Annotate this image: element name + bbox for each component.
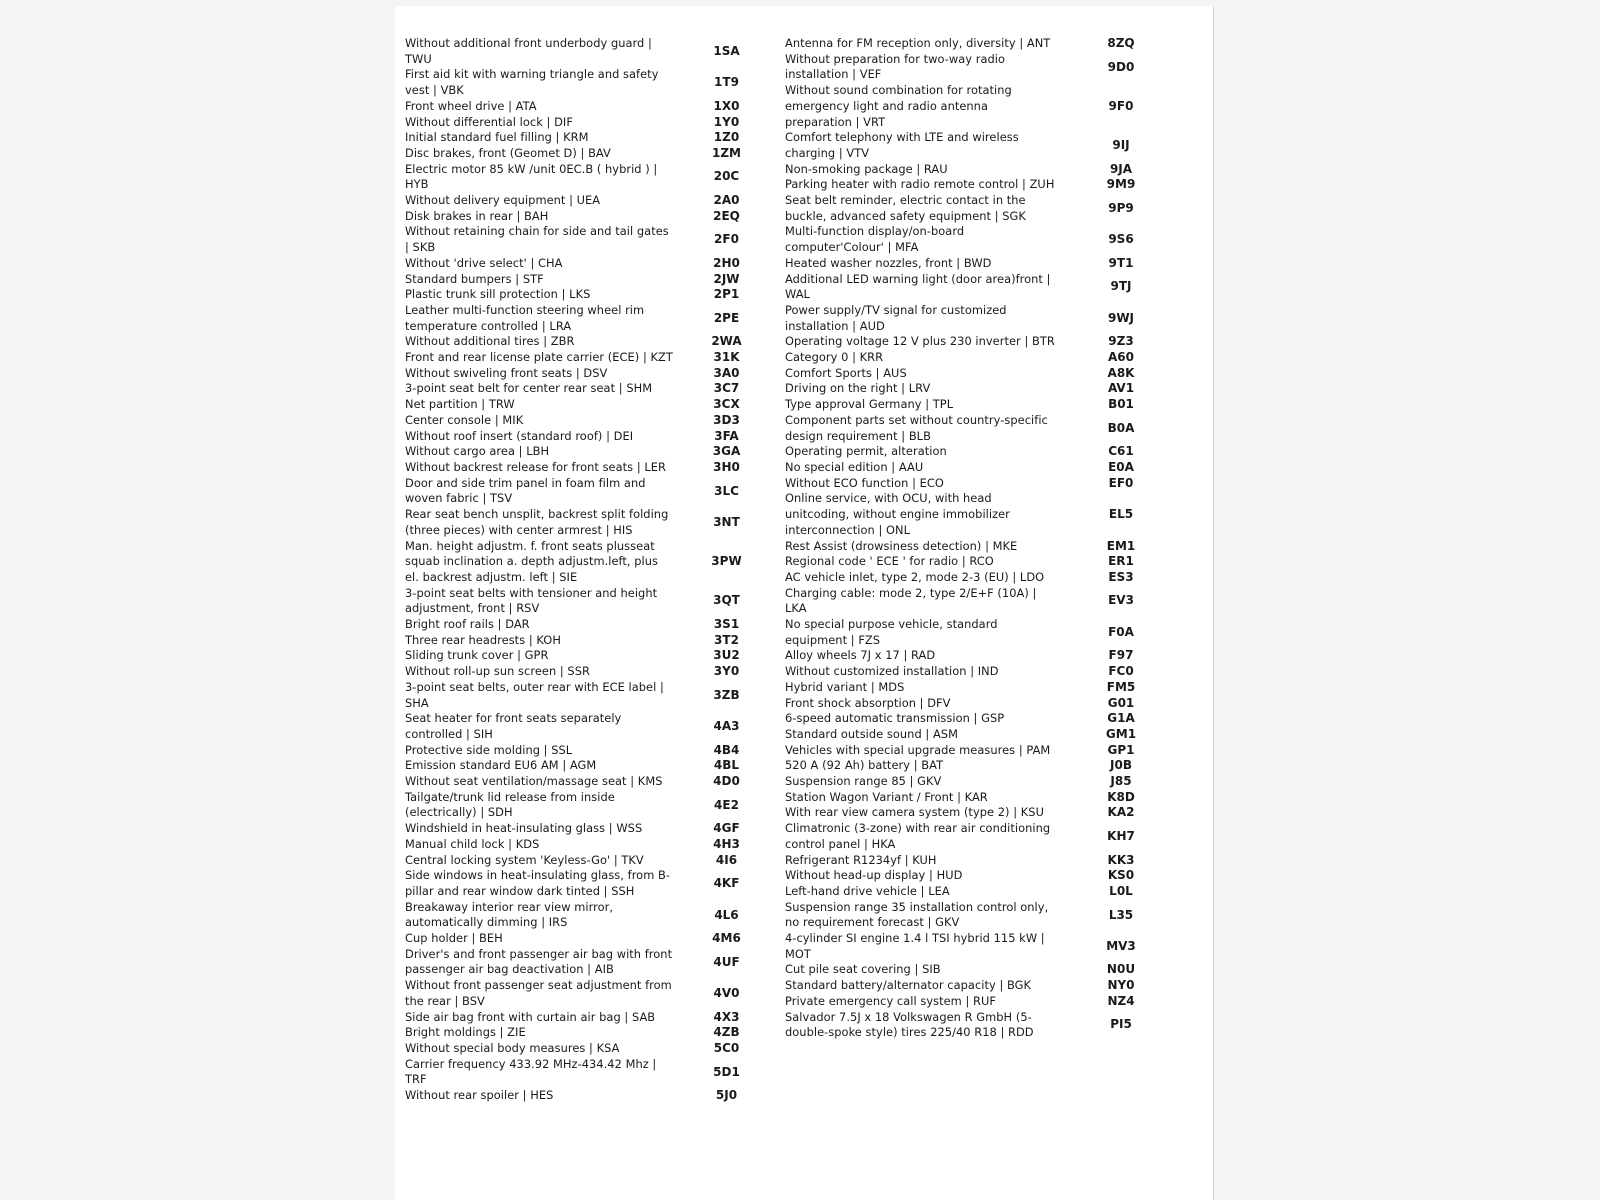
option-description: Without sound combination for rotating emergency light and radio antenna preparation | VRT	[785, 83, 1012, 129]
option-row	[405, 1057, 778, 1088]
option-description: Without 'drive select' | CHA	[405, 255, 563, 270]
option-code: EV3	[1108, 593, 1134, 608]
option-description: Heated washer nozzles, front | BWD	[785, 255, 992, 270]
option-code: 3NT	[713, 514, 740, 529]
option-description: 6-speed automatic transmission | GSP	[785, 711, 1005, 726]
option-description: Central locking system 'Keyless-Go' | TKV	[405, 852, 644, 867]
option-code: 4H3	[713, 836, 740, 851]
option-description: Left-hand drive vehicle | LEA	[785, 883, 950, 898]
option-code: 2F0	[714, 232, 739, 247]
option-description: AC vehicle inlet, type 2, mode 2-3 (EU) | LDO	[785, 569, 1045, 584]
option-code: 8ZQ	[1107, 36, 1135, 50]
option-code: 3LC	[714, 483, 739, 498]
option-description: Rest Assist (drowsiness detection) | MKE	[785, 538, 1018, 553]
option-description: Without backrest release for front seats | LER	[405, 459, 666, 474]
option-description: Without roll-up sun screen | SSR	[405, 664, 590, 679]
option-row	[405, 130, 778, 146]
option-row	[405, 1010, 778, 1026]
option-row	[405, 1025, 778, 1041]
option-row	[785, 900, 1185, 931]
option-row	[785, 334, 1185, 350]
option-row	[405, 837, 778, 853]
option-description: Non-smoking package | RAU	[785, 161, 948, 176]
option-code: 2EQ	[713, 208, 740, 223]
option-description: Type approval Germany | TPL	[785, 397, 954, 412]
option-row	[785, 931, 1185, 962]
option-description: Comfort Sports | AUS	[785, 365, 907, 380]
option-description: Without roof insert (standard roof) | DEI	[405, 428, 634, 443]
option-row	[405, 539, 778, 586]
option-row	[785, 303, 1185, 334]
option-row	[785, 696, 1185, 712]
option-code: 3H0	[713, 459, 740, 474]
option-row	[785, 711, 1185, 727]
option-row	[405, 711, 778, 742]
option-code: J85	[1110, 774, 1132, 789]
option-code: NZ4	[1107, 993, 1135, 1008]
option-row	[785, 52, 1185, 83]
option-code: KS0	[1107, 868, 1135, 883]
option-row	[405, 381, 778, 397]
option-row	[405, 272, 778, 288]
option-row	[405, 648, 778, 664]
option-description: Standard battery/alternator capacity | BGK	[785, 978, 1032, 993]
option-row	[405, 224, 778, 255]
option-description: Door and side trim panel in foam film and woven fabric | TSV	[405, 475, 646, 506]
option-row	[785, 853, 1185, 869]
option-description: Climatronic (3-zone) with rear air conditioning control panel | HKA	[785, 821, 1051, 851]
option-description: 4-cylinder SI engine 1.4 l TSI hybrid 115 kW | MOT	[785, 931, 1045, 961]
option-row	[405, 1041, 778, 1057]
option-row	[405, 99, 778, 115]
option-row	[405, 743, 778, 759]
option-row	[785, 554, 1185, 570]
option-code: 9JA	[1109, 161, 1133, 176]
option-description: Without differential lock | DIF	[405, 114, 573, 129]
option-code: KH7	[1107, 829, 1135, 843]
option-code: 2H0	[713, 255, 740, 270]
option-code: FM5	[1106, 679, 1136, 694]
right-option-column	[785, 36, 1185, 1041]
option-row	[785, 586, 1185, 617]
option-description: Alloy wheels 7J x 17 | RAD	[785, 648, 936, 663]
option-row	[785, 743, 1185, 759]
option-row	[785, 539, 1185, 555]
option-row	[405, 193, 778, 209]
option-description: Without additional tires | ZBR	[405, 334, 575, 349]
option-row	[405, 947, 778, 978]
option-description: Initial standard fuel filling | KRM	[405, 130, 589, 145]
option-description: Operating voltage 12 V plus 230 inverter | BTR	[785, 334, 1055, 349]
option-row	[405, 460, 778, 476]
option-description: Windshield in heat-insulating glass | WSS	[405, 821, 643, 836]
option-row	[405, 115, 778, 131]
option-description: 520 A (92 Ah) battery | BAT	[785, 758, 944, 773]
option-description: Comfort telephony with LTE and wireless charging | VTV	[785, 130, 1019, 160]
option-description: Driving on the right | LRV	[785, 381, 931, 396]
option-row	[405, 162, 778, 193]
option-description: Disk brakes in rear | BAH	[405, 208, 549, 223]
option-description: Seat heater for front seats separately controlled | SIH	[405, 711, 622, 741]
option-row	[405, 931, 778, 947]
option-code: N0U	[1106, 962, 1136, 977]
option-code: 2A0	[713, 193, 740, 208]
option-description: Category 0 | KRR	[785, 350, 884, 365]
option-row	[405, 366, 778, 382]
option-code: A60	[1108, 350, 1134, 365]
option-row	[785, 36, 1185, 52]
option-description: Bright roof rails | DAR	[405, 617, 530, 632]
option-code: 5J0	[715, 1088, 738, 1103]
option-row	[785, 1010, 1185, 1041]
option-description: Cup holder | BEH	[405, 931, 503, 946]
option-row	[785, 460, 1185, 476]
option-row	[785, 366, 1185, 382]
option-description: Private emergency call system | RUF	[785, 993, 997, 1008]
option-code: G1A	[1107, 711, 1135, 726]
option-code: 9P9	[1108, 200, 1134, 215]
option-description: Without retaining chain for side and tail gates | SKB	[405, 224, 669, 255]
option-row	[785, 570, 1185, 586]
option-description: Charging cable: mode 2, type 2/E+F (10A) | LKA	[785, 585, 1037, 616]
option-code: 3CX	[713, 397, 740, 412]
option-description: No special purpose vehicle, standard equipment | FZS	[785, 617, 998, 647]
option-code: 9S6	[1108, 232, 1134, 247]
option-row	[785, 177, 1185, 193]
option-description: Net partition | TRW	[405, 397, 515, 412]
option-row	[785, 790, 1185, 806]
option-code: 9TJ	[1110, 279, 1132, 294]
option-code: 1Z0	[713, 130, 740, 145]
option-description: Side air bag front with curtain air bag | SAB	[405, 1009, 656, 1024]
option-code: 3T2	[714, 632, 739, 647]
option-row	[785, 805, 1185, 821]
option-description: Without additional front underbody guard | TWU	[405, 36, 652, 66]
option-description: Center console | MIK	[405, 412, 524, 427]
option-description: Without customized installation | IND	[785, 664, 999, 679]
option-row	[785, 256, 1185, 272]
option-code: 9Z3	[1108, 334, 1134, 349]
option-code: EL5	[1108, 507, 1134, 522]
option-code: 3D3	[713, 412, 740, 427]
option-code: 1Y0	[713, 114, 740, 129]
option-code: B0A	[1107, 420, 1135, 435]
option-description: Station Wagon Variant / Front | KAR	[785, 789, 988, 804]
option-description: Front wheel drive | ATA	[405, 98, 537, 113]
option-row	[405, 334, 778, 350]
option-row	[405, 429, 778, 445]
option-description: Vehicles with special upgrade measures | PAM	[785, 742, 1051, 757]
option-description: Suspension range 35 installation control only, no requirement forecast | GKV	[785, 899, 1049, 930]
option-description: Manual child lock | KDS	[405, 836, 540, 851]
option-description: Without preparation for two-way radio installation | VEF	[785, 51, 1006, 82]
option-code: 3QT	[713, 593, 740, 608]
option-row	[405, 664, 778, 680]
option-row	[405, 774, 778, 790]
option-code: 4L6	[714, 907, 739, 922]
option-description: Without head-up display | HUD	[785, 868, 963, 883]
option-description: Parking heater with radio remote control | ZUH	[785, 177, 1055, 192]
option-code: 1ZM	[712, 145, 741, 160]
option-description: Without cargo area | LBH	[405, 444, 550, 459]
option-code: ER1	[1108, 554, 1134, 569]
option-code: MV3	[1106, 938, 1136, 953]
option-code: NY0	[1107, 978, 1135, 993]
option-description: Power supply/TV signal for customized installation | AUD	[785, 302, 1007, 333]
option-row	[785, 224, 1185, 255]
option-row	[405, 476, 778, 507]
option-code: B01	[1108, 397, 1134, 412]
option-description: Component parts set without country-specific design requirement | BLB	[785, 412, 1048, 443]
option-row	[785, 962, 1185, 978]
option-row	[405, 287, 778, 303]
option-code: K8D	[1107, 789, 1135, 804]
option-description: Regional code ' ECE ' for radio | RCO	[785, 554, 994, 569]
option-description: Leather multi-function steering wheel rim temperature controlled | LRA	[405, 302, 645, 333]
option-description: Without special body measures | KSA	[405, 1041, 620, 1055]
option-description: Disc brakes, front (Geomet D) | BAV	[405, 145, 611, 160]
option-row	[785, 758, 1185, 774]
option-description: Operating permit, alteration	[785, 444, 947, 459]
option-row	[405, 397, 778, 413]
option-code: 2WA	[711, 334, 742, 349]
option-row	[405, 146, 778, 162]
option-row	[405, 978, 778, 1009]
option-description: Cut pile seat covering | SIB	[785, 962, 941, 977]
option-description: Standard outside sound | ASM	[785, 726, 958, 741]
option-row	[785, 350, 1185, 366]
option-row	[785, 978, 1185, 994]
option-code: F97	[1108, 648, 1134, 663]
option-description: Seat belt reminder, electric contact in the buckle, advanced safety equipment | SGK	[785, 193, 1026, 223]
option-code: 4B4	[713, 742, 740, 757]
option-row	[785, 774, 1185, 790]
option-code: ES3	[1108, 569, 1134, 584]
option-row	[785, 648, 1185, 664]
option-code: 3C7	[713, 381, 740, 396]
option-description: Front and rear license plate carrier (ECE) | KZT	[405, 350, 673, 365]
option-description: Driver's and front passenger air bag with front passenger air bag deactivation | AIB	[405, 946, 673, 977]
option-code: 9IJ	[1112, 138, 1130, 153]
option-row	[405, 36, 778, 67]
option-description: 3-point seat belts, outer rear with ECE label | SHA	[405, 679, 664, 710]
option-description: Salvador 7.5J x 18 Volkswagen R GmbH (5-double-spoke style) tires 225/40 R18 | RDD	[785, 1009, 1034, 1040]
option-row	[405, 790, 778, 821]
option-row	[405, 758, 778, 774]
option-description: Carrier frequency 433.92 MHz-434.42 Mhz | TRF	[405, 1056, 657, 1087]
option-code: 4GF	[713, 821, 740, 836]
option-description: Man. height adjustm. f. front seats plusseat squab inclination a. depth adjustm.left, plus el. backrest adjustm. left | SIE	[405, 538, 659, 584]
option-row	[405, 256, 778, 272]
option-code: 5D1	[713, 1064, 740, 1079]
option-code: E0A	[1108, 459, 1134, 474]
option-description: Without seat ventilation/massage seat | KMS	[405, 774, 663, 789]
option-description: First aid kit with warning triangle and safety vest | VBK	[405, 67, 659, 98]
option-code: 9T1	[1108, 255, 1134, 270]
option-code: 2PE	[713, 310, 740, 325]
option-row	[405, 67, 778, 98]
option-description: Bright moldings | ZIE	[405, 1025, 526, 1040]
option-row	[405, 209, 778, 225]
option-code: F0A	[1108, 624, 1134, 639]
option-code: KA2	[1107, 805, 1135, 820]
option-row	[785, 994, 1185, 1010]
option-code: 3A0	[713, 365, 740, 380]
option-code: G01	[1107, 695, 1135, 710]
option-description: Without front passenger seat adjustment from the rear | BSV	[405, 978, 672, 1008]
option-code: 4M6	[712, 931, 741, 946]
option-code: 31K	[713, 350, 740, 365]
option-code: 1X0	[713, 98, 740, 113]
option-row	[405, 586, 778, 617]
option-code: 4X3	[713, 1009, 740, 1024]
option-code: 4KF	[713, 876, 740, 891]
option-code: C61	[1108, 444, 1134, 459]
option-description: Emission standard EU6 AM | AGM	[405, 758, 597, 773]
option-description: Front shock absorption | DFV	[785, 695, 951, 710]
option-code: 4V0	[713, 986, 740, 1001]
option-code: 4A3	[713, 719, 740, 734]
option-description: Refrigerant R1234yf | KUH	[785, 852, 937, 867]
option-row	[405, 350, 778, 366]
option-code: FC0	[1108, 664, 1134, 679]
option-row	[785, 491, 1185, 538]
option-description: Three rear headrests | KOH	[405, 632, 561, 647]
option-description: No special edition | AAU	[785, 459, 924, 474]
option-code: PI5	[1110, 1017, 1132, 1032]
option-description: Protective side molding | SSL	[405, 742, 573, 757]
option-description: Without ECO function | ECO	[785, 475, 944, 490]
option-description: Without delivery equipment | UEA	[405, 193, 601, 208]
option-description: Without rear spoiler | HES	[405, 1088, 554, 1103]
option-row	[405, 444, 778, 460]
option-code: 4D0	[713, 774, 740, 789]
option-code: 3GA	[712, 444, 741, 459]
option-code: 9F0	[1108, 98, 1134, 113]
option-description: Side windows in heat-insulating glass, from B-pillar and rear window dark tinted | SSH	[405, 868, 671, 898]
option-row	[785, 664, 1185, 680]
option-code: EF0	[1108, 475, 1134, 490]
option-row	[405, 680, 778, 711]
option-row	[405, 900, 778, 931]
option-row	[785, 193, 1185, 224]
option-code: 2JW	[713, 271, 740, 286]
option-code: GM1	[1105, 726, 1137, 741]
option-code: 9D0	[1107, 59, 1135, 74]
option-code: L35	[1108, 907, 1134, 922]
option-code: 4UF	[713, 954, 740, 969]
option-description: 3-point seat belt for center rear seat | SHM	[405, 381, 653, 396]
option-code: 3Y0	[713, 664, 740, 679]
option-row	[785, 680, 1185, 696]
option-code: KK3	[1107, 852, 1135, 867]
option-row	[785, 444, 1185, 460]
option-code: 4I6	[715, 852, 738, 867]
option-description: Sliding trunk cover | GPR	[405, 648, 549, 663]
option-row	[785, 884, 1185, 900]
option-description: Suspension range 85 | GKV	[785, 774, 942, 789]
option-code: 3U2	[713, 648, 740, 663]
option-row	[785, 413, 1185, 444]
option-row	[785, 727, 1185, 743]
option-code: 4ZB	[713, 1025, 740, 1040]
option-code: 4BL	[713, 758, 740, 773]
option-description: Online service, with OCU, with head unitcoding, without engine immobilizer interconnection | ONL	[785, 491, 1010, 537]
option-row	[785, 868, 1185, 884]
option-row	[405, 507, 778, 538]
option-row	[785, 381, 1185, 397]
left-option-column	[405, 36, 778, 1104]
option-description: With rear view camera system (type 2) | KSU	[785, 805, 1044, 820]
option-code: A8K	[1107, 365, 1135, 380]
option-row	[785, 83, 1185, 130]
option-row	[405, 821, 778, 837]
option-code: 5C0	[713, 1041, 740, 1055]
option-description: Plastic trunk sill protection | LKS	[405, 287, 591, 302]
option-description: Standard bumpers | STF	[405, 271, 544, 286]
option-row	[785, 617, 1185, 648]
option-code: 3PW	[711, 554, 742, 569]
option-code: L0L	[1109, 883, 1133, 898]
option-row	[405, 617, 778, 633]
option-code: 3FA	[714, 428, 739, 443]
option-code: 4E2	[714, 797, 739, 812]
option-description: Tailgate/trunk lid release from inside (electrically) | SDH	[405, 789, 615, 820]
option-row	[405, 303, 778, 334]
option-row	[405, 413, 778, 429]
option-row	[785, 272, 1185, 303]
option-code: GP1	[1107, 742, 1135, 757]
option-description: Additional LED warning light (door area)front | WAL	[785, 271, 1051, 302]
option-row	[785, 162, 1185, 178]
option-code: 3S1	[713, 617, 740, 632]
option-code: 1T9	[714, 75, 739, 90]
option-row	[405, 868, 778, 899]
option-code: 20C	[713, 169, 740, 184]
option-description: Hybrid variant | MDS	[785, 679, 905, 694]
option-row	[405, 1088, 778, 1104]
document-page	[395, 6, 1214, 1200]
option-code: AV1	[1107, 381, 1135, 396]
option-description: Multi-function display/on-board computer'Colour' | MFA	[785, 224, 965, 255]
option-code: 2P1	[713, 287, 740, 302]
option-description: Rear seat bench unsplit, backrest split folding (three pieces) with center armrest | HIS	[405, 507, 669, 537]
option-row	[405, 853, 778, 869]
option-row	[785, 821, 1185, 852]
option-row	[785, 130, 1185, 161]
option-row	[405, 633, 778, 649]
option-code: J0B	[1110, 758, 1132, 773]
option-description: Electric motor 85 kW /unit 0EC.B ( hybrid ) | HYB	[405, 161, 658, 192]
option-code: 9WJ	[1107, 310, 1135, 325]
option-row	[785, 397, 1185, 413]
option-row	[785, 476, 1185, 492]
option-description: 3-point seat belts with tensioner and height adjustment, front | RSV	[405, 585, 658, 616]
option-description: Breakaway interior rear view mirror, automatically dimming | IRS	[405, 899, 614, 930]
option-code: 1SA	[713, 43, 740, 58]
option-code: 3ZB	[713, 687, 740, 702]
option-description: Without swiveling front seats | DSV	[405, 365, 608, 380]
option-code: 9M9	[1106, 177, 1136, 192]
option-description: Antenna for FM reception only, diversity | ANT	[785, 36, 1051, 50]
option-code: EM1	[1106, 538, 1136, 553]
